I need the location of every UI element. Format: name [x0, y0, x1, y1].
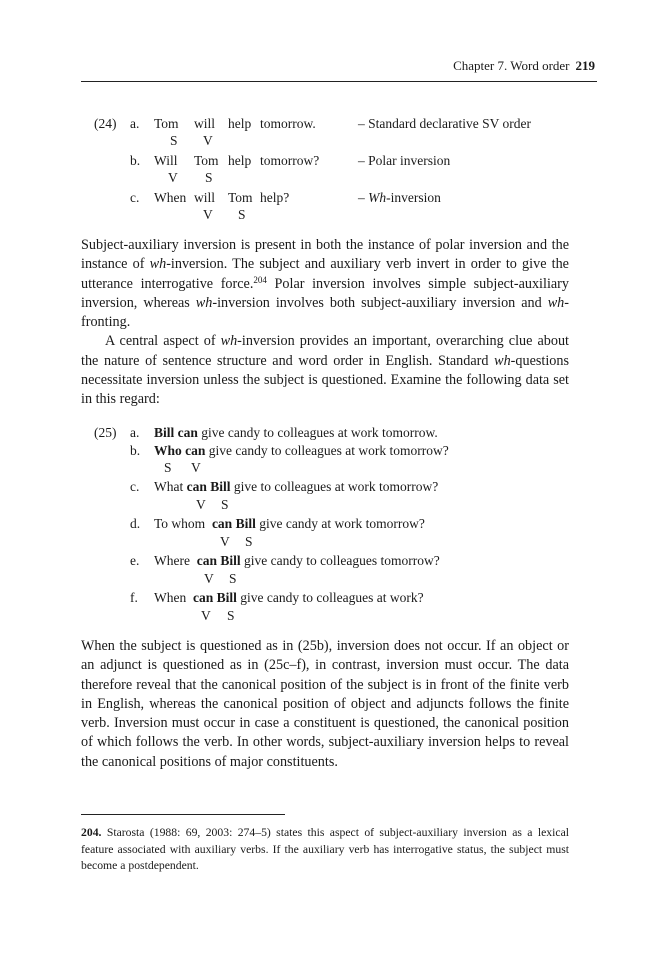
example-letter: a.: [130, 425, 140, 440]
example-letter: e.: [130, 553, 140, 568]
example-letter: f.: [130, 590, 138, 605]
paragraph: When the subject is questioned as in (25b), inversion does not occur. If an object or an adjunct is questioned as in (25c–f), in contrast, inversion must occur. The data therefore reveal that the canonical position of the subject is in front of the finite verb in English, whereas the canonical position of object and adjuncts follows the finite verb. Inversion must occur in case a constituent is questioned, the canonical position of which follows the verb. In other words, subject-auxiliary inversion helps to reveal the canonical positions of major constituents.: [81, 638, 569, 770]
example-sentence: Who can give candy to colleagues at work tomorrow?: [154, 443, 449, 458]
subject-marker: S: [227, 608, 235, 623]
example-label: – Wh-inversion: [358, 190, 441, 205]
example-letter: b.: [130, 153, 141, 168]
example-letter: a.: [130, 116, 140, 131]
paragraph: A central aspect of wh-inversion provides an important, overarching clue about the nature of sentence structure and word order in English. Standard wh-questions necessitate inversion unless the subject is questioned. Examine the following data set in this regard:: [81, 333, 569, 408]
footnote-number: 204.: [81, 826, 102, 839]
example-number: (25): [94, 425, 117, 440]
verb-marker: V: [203, 207, 213, 222]
chapter-title: Chapter 7. Word order: [453, 58, 570, 73]
word: will: [194, 116, 216, 131]
example-letter: d.: [130, 516, 141, 531]
subject-marker: S: [229, 571, 237, 586]
word: help?: [260, 190, 290, 205]
example-sentence: To whom can Bill give candy at work tomorrow?: [154, 516, 425, 531]
example-sentence: What can Bill give to colleagues at work tomorrow?: [154, 479, 439, 494]
subject-marker: S: [245, 534, 253, 549]
example-label: – Standard declarative SV order: [358, 116, 531, 131]
header-rule: [81, 81, 597, 82]
word: will: [194, 190, 216, 205]
verb-marker: V: [168, 170, 178, 185]
example-letter: c.: [130, 190, 140, 205]
verb-marker: V: [220, 534, 230, 549]
verb-marker: V: [203, 133, 213, 148]
example-number: (24): [94, 116, 117, 131]
subject-marker: S: [164, 460, 172, 475]
word: tomorrow?: [260, 153, 320, 168]
word: Tom: [194, 153, 219, 168]
footnote-text: Starosta (1988: 69, 2003: 274–5) states this aspect of subject-auxiliary inversion as a lexical feature associated with auxiliary verbs. If the auxiliary verb has interrogative status, the subject must become a postdependent.: [81, 826, 569, 872]
example-sentence: Bill can give candy to colleagues at work tomorrow.: [154, 425, 438, 440]
verb-marker: V: [191, 460, 201, 475]
example-letter: b.: [130, 443, 141, 458]
example-sentence: Where can Bill give candy to colleagues tomorrow?: [154, 553, 440, 568]
footnote-reference: 204: [253, 274, 267, 285]
paragraph: Subject-auxiliary inversion is present in both the instance of polar inversion and the instance of wh-inversion. The subject and auxiliary verb invert in order to give the utterance interrogative force.$^{204}$ Polar inversion involves simple subject-auxiliary inversion, whereas wh-inversion involves both subject-auxiliary inversion and wh-fronting.: [81, 237, 570, 331]
subject-marker: S: [205, 170, 213, 185]
verb-marker: V: [196, 497, 206, 512]
verb-marker: V: [201, 608, 211, 623]
footnote: [81, 825, 569, 875]
word: Tom: [154, 116, 179, 131]
subject-marker: S: [238, 207, 246, 222]
footnote-rule: [81, 814, 285, 815]
word: help: [228, 116, 252, 131]
example-letter: c.: [130, 479, 140, 494]
subject-marker: S: [170, 133, 178, 148]
page-number: 219: [575, 58, 595, 73]
word: help: [228, 153, 252, 168]
example-label: – Polar inversion: [358, 153, 451, 168]
word: Tom: [228, 190, 253, 205]
verb-marker: V: [204, 571, 214, 586]
example-sentence: When can Bill give candy to colleagues at work?: [154, 590, 424, 605]
word: When: [154, 190, 187, 205]
word: Will: [154, 153, 178, 168]
running-header: [453, 58, 595, 74]
body-text-block: [81, 637, 569, 772]
body-text-block: [81, 236, 569, 410]
word: tomorrow.: [260, 116, 316, 131]
subject-marker: S: [221, 497, 229, 512]
